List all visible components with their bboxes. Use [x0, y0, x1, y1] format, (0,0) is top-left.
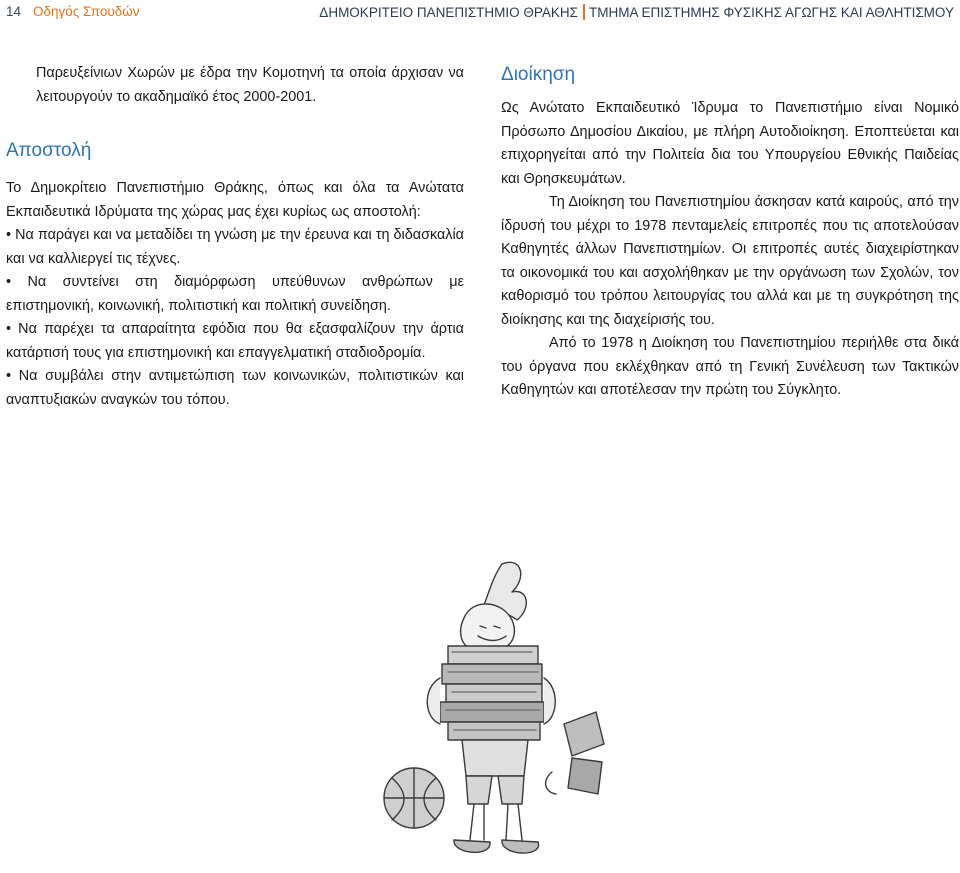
administration-heading: Διοίκηση [501, 64, 576, 85]
header-institution [319, 4, 954, 20]
mission-paragraph: Το Δημοκρίτειο Πανεπιστήμιο Θράκης, όπως και όλα τα Ανώτατα Εκπαιδευτικά Ιδρύματα της χώρας μας έχει κυρίως ως αποστολή: [6, 180, 464, 220]
left-column [6, 62, 464, 412]
right-column [501, 62, 959, 403]
student-carrying-books-and-basketball-icon [352, 548, 626, 873]
admin-paragraph-1: Ως Ανώτατο Εκπαιδευτικό Ίδρυμα το Πανεπιστήμιο είναι Νομικό Πρόσωπο Δημοσίου Δικαίου, με πλήρη Αυτοδιοίκηση. Εποπτεύεται και επιχορηγείται από την Πολιτεία δια του Υπουργείου Εθνικής Παιδείας και Θρησκευμάτων. [501, 100, 959, 187]
department-name: ΤΜΗΜΑ ΕΠΙΣΤΗΜΗΣ ΦΥΣΙΚΗΣ ΑΓΩΓΗΣ ΚΑΙ ΑΘΛΗΤΙΣΜΟΥ [589, 5, 954, 20]
header-divider [583, 4, 585, 20]
page-header [0, 0, 960, 26]
mission-bullet: • Να παρέχει τα απαραίτητα εφόδια που θα εξασφαλίζουν την άρτια κατάρτισή τους για επιστημονική και επαγγελματική σταδιοδρομία. [6, 321, 464, 361]
admin-paragraph-3: Από το 1978 η Διοίκηση του Πανεπιστημίου περιήλθε στα δικά του όργανα που εκλέχθηκαν από τη Γενική Συνέλευση των Τακτικών Καθηγητών και αποτέλεσαν την πρώτη του Σύγκλητο. [501, 335, 959, 398]
university-name: ΔΗΜΟΚΡΙΤΕΙΟ ΠΑΝΕΠΙΣΤΗΜΙΟ ΘΡΑΚΗΣ [319, 5, 579, 20]
guide-title: Οδηγός Σπουδών [33, 4, 140, 19]
mission-heading: Αποστολή [6, 140, 92, 161]
mission-bullet: • Να παράγει και να μεταδίδει τη γνώση με την έρευνα και τη διδασκαλία και να καλλιεργεί τις τέχνες. [6, 227, 464, 267]
admin-paragraph-2: Τη Διοίκηση του Πανεπιστημίου άσκησαν κατά καιρούς, από την ίδρυσή του μέχρι το 1978 πενταμελείς επιτροπές που τις αποτελούσαν Καθηγητές άλλων Πανεπιστημίων. Οι επιτροπές αυτές διαχειρίστηκαν τα οικονομικά του και ασχολήθηκαν με την οργάνωση των Σχολών, τον καθορισμό του τρόπου λειτουργίας του αλλά και με τη συγκρότηση της διοίκησης και της διαχείρισής του. [501, 194, 959, 328]
intro-paragraph: Παρευξείνιων Χωρών με έδρα την Κομοτηνή τα οποία άρχισαν να λειτουργούν το ακαδημαϊκό έτος 2000-2001. [36, 65, 464, 105]
mission-bullet: • Να συντείνει στη διαμόρφωση υπεύθυνων ανθρώπων με επιστημονική, κοινωνική, πολιτιστική και πολιτική συνείδηση. [6, 274, 464, 314]
mission-bullet: • Να συμβάλει στην αντιμετώπιση των κοινωνικών, πολιτιστικών και αναπτυξιακών αναγκών του τόπου. [6, 368, 464, 408]
page-number: 14 [6, 4, 22, 19]
